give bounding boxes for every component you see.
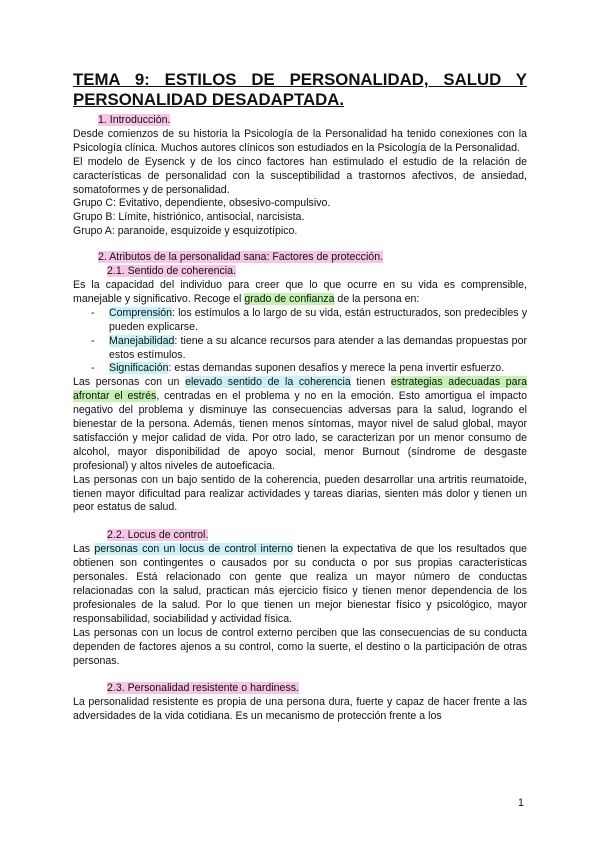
- grupo-a-line: Grupo A: paranoide, esquizoide y esquizotípico.: [73, 225, 298, 238]
- subsection-2-2-heading: 2.2. Locus de control.: [107, 529, 209, 542]
- intro-paragraph-1: Desde comienzos de su historia la Psicología de la Personalidad ha tenido conexiones con la Psicología clínica. Muchos autores clínicos son estudiados en la Psicología de la Personalidad.: [73, 127, 527, 154]
- page-title: [73, 70, 527, 110]
- grupo-c-line: Grupo C: Evitativo, dependiente, obsesivo-compulsivo.: [73, 197, 331, 210]
- title-line-1: TEMA 9: ESTILOS DE PERSONALIDAD, SALUD Y: [73, 70, 527, 89]
- external-locus-paragraph: Las personas con un locus de control externo perciben que las consecuencias de su conducta dependen de factores ajenos a su control, como la suerte, el destino o la participación de otras personas.: [73, 626, 527, 667]
- hardiness-paragraph: La personalidad resistente es propia de una persona dura, fuerte y capaz de hacer frente a las adversidades de la vida cotidiana. Es un mecanismo de protección frente a los: [73, 696, 527, 723]
- subsection-2-3-heading: 2.3. Personalidad resistente o hardiness.: [107, 682, 299, 695]
- coherence-definition: Es la capacidad del individuo para creer que lo que ocurre en su vida es comprensible, manejable y significativo. Recoge el grado de confianza de la persona en:: [73, 278, 527, 305]
- list-item: - Comprensión: los estímulos a lo largo de su vida, están estructurados, son predecibles y pueden explicarse.: [73, 307, 527, 335]
- title-line-2: PERSONALIDAD DESADAPTADA.: [73, 90, 344, 109]
- document-body: [73, 114, 527, 724]
- grupo-b-line: Grupo B: Límite, histriónico, antisocial, narcisista.: [73, 211, 305, 224]
- list-item: - Significación: estas demandas suponen desafíos y merece la pena invertir esfuerzo.: [73, 362, 527, 376]
- low-coherence-paragraph: Las personas con un bajo sentido de la coherencia, pueden desarrollar una artritis reumatoide, tienen mayor dificultad para realizar actividades y tareas diarias, sienten más dolor y tienen un peor estatus de salud.: [73, 473, 527, 514]
- coherence-components-list: [73, 307, 527, 377]
- section-2-heading: 2. Atributos de la personalidad sana: Factores de protección.: [98, 251, 384, 264]
- intro-paragraph-2: El modelo de Eysenck y de los cinco factores han estimulado el estudio de la relación de características de personalidad con la susceptibilidad a trastornos afectivos, de ansiedad, somatoformes y de personalidad.: [73, 155, 527, 196]
- subsection-2-1-heading: 2.1. Sentido de coherencia.: [107, 265, 236, 278]
- high-coherence-paragraph: Las personas con un elevado sentido de la coherencia tienen estrategias adecuadas para afrontar el estrés, centradas en el problema y no en la emoción. Esto amortigua el impacto negativo del problema y disminuye las consecuencias adversas para la salud, logrando el bienestar de la persona. Además, tienen menos síntomas, mayor nivel de salud global, mayor satisfacción y mejor calidad de vida. Por otro lado, se caracterizan por un menor consumo de alcohol, mayor disponibilidad de apoyo social, menor Burnout (síndrome de desgaste profesional) y altos niveles de autoeficacia.: [73, 376, 527, 472]
- section-1-heading: 1. Introducción.: [98, 114, 171, 126]
- list-item: - Manejabilidad: tiene a su alcance recursos para atender a las demandas propuestas por estos estímulos.: [73, 335, 527, 363]
- page-number: 1: [518, 797, 524, 809]
- internal-locus-paragraph: Las personas con un locus de control interno tienen la expectativa de que los resultados que obtienen son contingentes o causados por su conducta o por sus propias características personales. Está relacionado con gente que realiza un mayor número de conductas relacionadas con la salud, practican más ejercicio físico y tienen menor dependencia de los profesionales de la salud. Por lo que tienen un mejor bienestar físico y psicológico, mayor responsabilidad, sociabilidad y actividad física.: [73, 543, 527, 625]
